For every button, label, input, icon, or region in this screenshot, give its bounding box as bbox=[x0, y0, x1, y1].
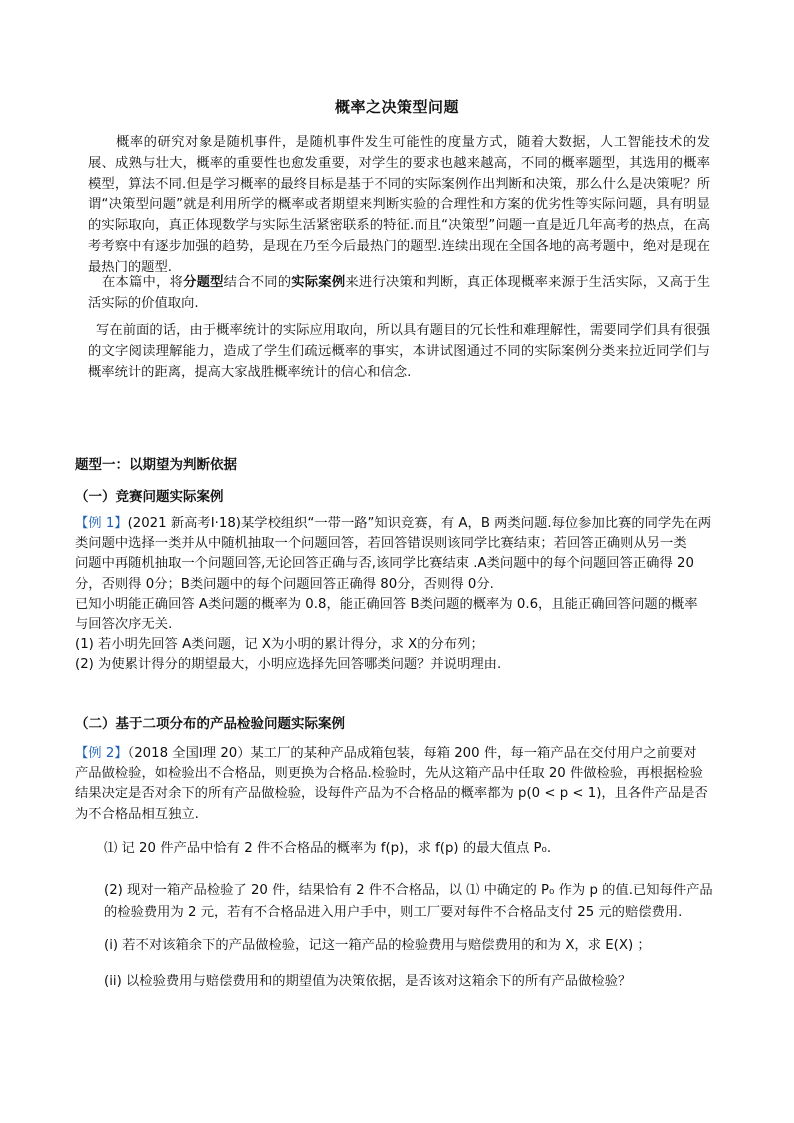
intro-paragraph-2 bbox=[88, 273, 710, 315]
example-2-question-2-line: 的检验费用为 2 元，若有不合格品进入用户手中，则工厂要对每件不合格品支付 25 元的赔偿费用. bbox=[104, 905, 683, 920]
example-1-tag: 【例 1】 bbox=[75, 516, 128, 531]
example-1-line: 分，否则得 0分；B类问题中的每个问题回答正确得 80分，否则得 0分. bbox=[75, 576, 494, 592]
example-1-text: (2021 新高考Ⅰ·18)某学校组织“一带一路”知识竞赛，有 A，B 两类问题.每位参加比赛的同学先在两 bbox=[127, 516, 712, 531]
example-2-line bbox=[75, 744, 717, 764]
example-2-tag: 【例 2】 bbox=[75, 746, 128, 761]
example-2-question-2-i: (i) 若不对该箱余下的产品做检验，记这一箱产品的检验费用与赔偿费用的和为 X，求 E(X) ； bbox=[104, 938, 651, 953]
example-2-line: 为不合格品相互独立. bbox=[75, 806, 199, 822]
example-2-question-2-ii: (ii) 以检验费用与赔偿费用和的期望值为决策依据，是否该对这箱余下的所有产品做检验？ bbox=[104, 974, 632, 989]
example-1-line: 类问题中选择一类并从中随机抽取一个问题回答，若回答错误则该同学比赛结束；若回答正确则从另一类 bbox=[75, 536, 687, 552]
page-title: 概率之决策型问题 bbox=[334, 98, 459, 116]
subsection-heading-1: （一）竞赛问题实际案例 bbox=[75, 489, 224, 505]
intro-p2-text-a: 在本篇中，将 bbox=[102, 275, 184, 290]
example-1 bbox=[75, 514, 717, 676]
example-2-line: 产品做检验，如检验出不合格品，则更换为合格品.检验时，先从这箱产品中任取 20 件做检验，再根据检验 bbox=[75, 766, 703, 782]
intro-paragraph-3: 写在前面的话，由于概率统计的实际应用取向，所以具有题目的冗长性和难理解性，需要同学们具有很强的文字阅读理解能力，造成了学生们疏远概率的事实，本讲试图通过不同的实际案例分类来拉近同学们与概率统计的距离，提高大家战胜概率统计的信心和信念. bbox=[88, 323, 710, 380]
intro-p2-bold-1: 分题型 bbox=[183, 275, 224, 290]
intro-p2-bold-2: 实际案例 bbox=[291, 275, 346, 290]
intro-paragraph-1: 概率的研究对象是随机事件，是随机事件发生可能性的度量方式，随着大数据，人工智能技术的发展、成熟与壮大，概率的重要性也愈发重要，对学生的要求也越来越高，不同的概率题型，其选用的概率模型，算法不同.但是学习概率的最终目标是基于不同的实际案例作出判断和决策，那么什么是决策呢？所谓“决策型问题”就是利用所学的概率或者期望来判断实验的合理性和方案的优劣性等实际问题，具有明显的实际取向，真正体现数学与实际生活紧密联系的特征.而且“决策型”问题一直是近几年高考的热点，在高考考察中有逐步加强的趋势，是现在乃至今后最热门的题型.连续出现在全国各地的高考题中，绝对是现在最热门的题型. bbox=[88, 135, 710, 275]
intro-p2-text-c: 结合不同的 bbox=[223, 275, 292, 290]
example-1-question-2: (2) 为使累计得分的期望最大，小明应选择先回答哪类问题？并说明理由. bbox=[75, 657, 502, 673]
example-1-line bbox=[75, 514, 717, 534]
section-heading: 题型一：以期望为判断依据 bbox=[75, 457, 237, 473]
example-2-question-2 bbox=[104, 880, 724, 924]
example-2-text: （2018 全国Ⅰ理 20）某工厂的某种产品成箱包装，每箱 200 件，每一箱产品在交付用户之前要对 bbox=[127, 746, 697, 761]
subsection-heading-2: （二）基于二项分布的产品检验问题实际案例 bbox=[75, 716, 345, 732]
example-1-line: 已知小明能正确回答 A类问题的概率为 0.8，能正确回答 B类问题的概率为 0.6，且能正确回答问题的概率 bbox=[75, 596, 698, 612]
example-1-question-1: (1) 若小明先回答 A类问题，记 X为小明的累计得分，求 X的分布列； bbox=[75, 637, 484, 653]
example-2-line: 结果决定是否对余下的所有产品做检验，设每件产品为不合格品的概率都为 p(0 < p < 1)，且各件产品是否 bbox=[75, 786, 708, 802]
example-1-line: 问题中再随机抽取一个问题回答,无论回答正确与否,该同学比赛结束 .A类问题中的每个问题回答正确得 20 bbox=[75, 556, 694, 572]
example-2 bbox=[75, 744, 717, 825]
intro-p2-text-d: 来进行决策和判断，真正体现概率来源于生活实际，又高于生活实际的价值取向. bbox=[88, 275, 711, 311]
example-1-line: 与回答次序无关. bbox=[75, 617, 173, 633]
example-2-question-2-line: (2) 现对一箱产品检验了 20 件，结果恰有 2 件不合格品，以 ⑴ 中确定的 P₀ 作为 p 的值.已知每件产品 bbox=[104, 883, 713, 898]
example-2-question-1: ⑴ 记 20 件产品中恰有 2 件不合格品的概率为 f(p)，求 f(p) 的最大值点 P₀. bbox=[104, 841, 552, 856]
